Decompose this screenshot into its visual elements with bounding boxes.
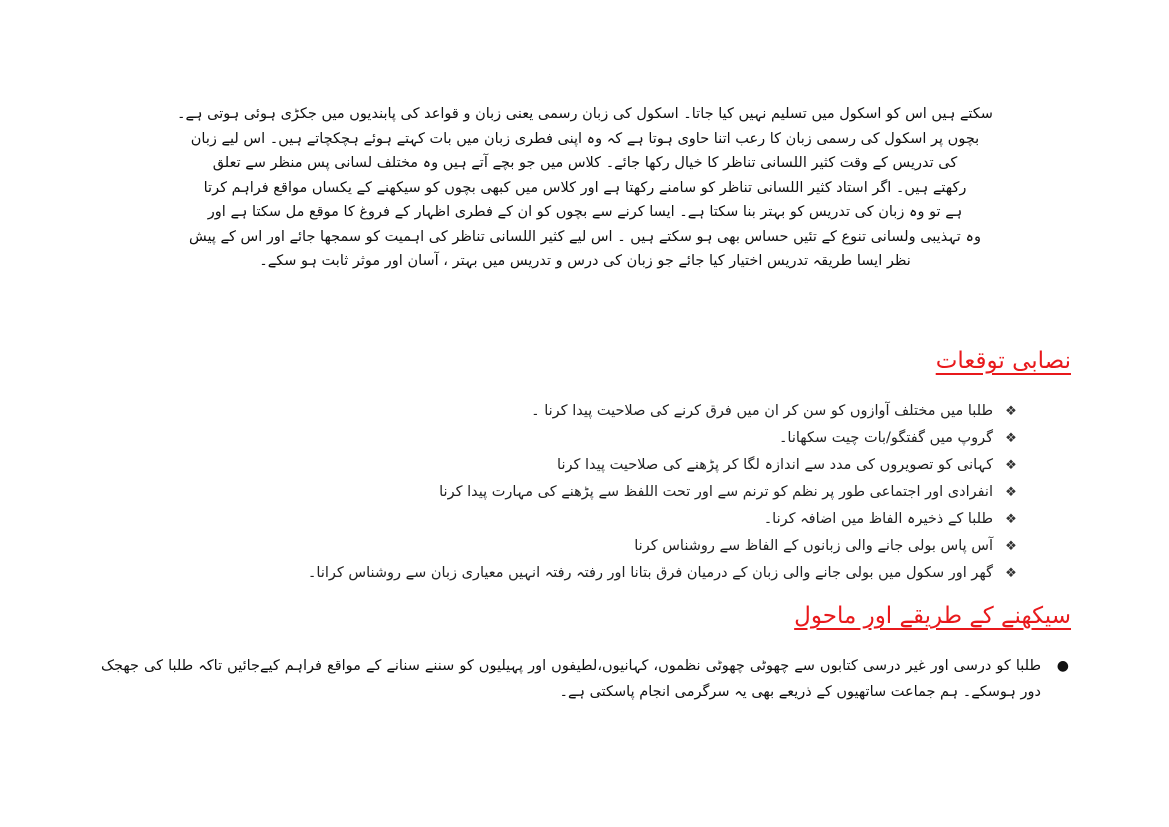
list-item-text: طلبا کو درسی اور غیر درسی کتابوں سے چھوٹی چھوٹی نظموں، کہانیوں،لطیفوں اور پہیلیوں کو سننے سنانے کے مواقع فراہم کیےجائیں تاکہ طلبا کی جھجک دور ہوسکے۔ ہم جماعت ساتھیوں کے ذریعے بھی یہ سرگرمی انجام پاسکتی ہے۔ xyxy=(101,658,1041,700)
diamond-bullet-icon: ❖ xyxy=(1005,485,1017,500)
intro-line: سکتے ہیں اس کو اسکول میں تسلیم نہیں کیا جاتا۔ اسکول کی زبان رسمی یعنی زبان و قواعد کی پابندیوں میں جکڑی ہوئی ہوتی ہے۔ xyxy=(177,106,993,122)
diamond-bullet-icon: ❖ xyxy=(1005,539,1017,554)
list-item xyxy=(119,452,1019,479)
list-item-text: گروپ میں گفتگو/بات چیت سکھانا۔ xyxy=(778,430,993,446)
intro-line: بچوں پر اسکول کی رسمی زبان کا رعب اتنا حاوی ہوتا ہے کہ وہ اپنی فطری زبان میں بات کہتے ہوئے ہچکچاتے ہیں۔ اس لیے زبان xyxy=(190,130,980,147)
section-heading-learning-methods: سیکھنے کے طریقے اور ماحول xyxy=(794,603,1071,629)
diamond-bullet-icon: ❖ xyxy=(1005,404,1017,419)
dot-bullet-icon: ● xyxy=(1056,658,1069,674)
list-item xyxy=(119,533,1019,560)
list-item xyxy=(101,653,1069,705)
intro-line: رکھتے ہیں۔ اگر استاد کثیر اللسانی تناظر کو سامنے رکھتا ہے اور کلاس میں کبھی بچوں کو سیکھنے کے یکساں مواقع فراہم کرتا xyxy=(203,179,967,196)
intro-line: کی تدریس کے وقت کثیر اللسانی تناظر کا خیال رکھا جائے۔ کلاس میں جو بچے آتے ہیں وہ مختلف لسانی پس منظر سے تعلق xyxy=(212,155,958,171)
list-item-text: طلبا کے ذخیرہ الفاظ میں اضافہ کرنا۔ xyxy=(763,511,993,527)
diamond-bullet-icon: ❖ xyxy=(1005,566,1017,581)
list-item xyxy=(119,560,1019,587)
intro-line: نظر ایسا طریقہ تدریس اختیار کیا جائے جو زبان کی درس و تدریس میں بہتر ، آسان اور موثر ثابت ہو سکے۔ xyxy=(259,253,911,269)
diamond-bullet-icon: ❖ xyxy=(1005,431,1017,446)
list-item-text: گھر اور سکول میں بولی جانے والی زبان کے درمیان فرق بتانا اور رفتہ رفتہ انہیں معیاری زبان سے روشناس کرانا۔ xyxy=(307,565,993,581)
list-item-text: آس پاس بولی جانے والی زبانوں کے الفاظ سے روشناس کرنا xyxy=(634,538,993,554)
intro-paragraph xyxy=(95,102,1075,274)
list-item xyxy=(119,506,1019,533)
list-item xyxy=(119,425,1019,452)
list-item-text: طلبا میں مختلف آوازوں کو سن کر ان میں فرق کرنے کی صلاحیت پیدا کرنا ۔ xyxy=(531,403,993,419)
intro-line: وہ تہذیبی ولسانی تنوع کے تئیں حساس بھی ہو سکتے ہیں ۔ اس لیے کثیر اللسانی تناظر کی اہمیت کو سمجھا جائے اور اس کے پیش xyxy=(189,228,981,245)
intro-line: ہے تو وہ زبان کی تدریس کو بہتر بنا سکتا ہے۔ ایسا کرنے سے بچوں کو ان کے فطری اظہار کے فروغ کا موقع مل سکتا ہے اور xyxy=(207,204,963,220)
list-item xyxy=(119,398,1019,425)
section-heading-curricular-expectations: نصابی توقعات xyxy=(935,348,1071,374)
methods-list xyxy=(101,653,1069,705)
diamond-bullet-icon: ❖ xyxy=(1005,458,1017,473)
expectations-list xyxy=(119,398,1019,587)
diamond-bullet-icon: ❖ xyxy=(1005,512,1017,527)
list-item-text: کہانی کو تصویروں کی مدد سے اندازہ لگا کر پڑھنے کی صلاحیت پیدا کرنا xyxy=(557,457,993,473)
list-item xyxy=(119,479,1019,506)
list-item-text: انفرادی اور اجتماعی طور پر نظم کو ترنم سے اور تحت اللفظ سے پڑھنے کی مہارت پیدا کرنا xyxy=(439,484,993,500)
